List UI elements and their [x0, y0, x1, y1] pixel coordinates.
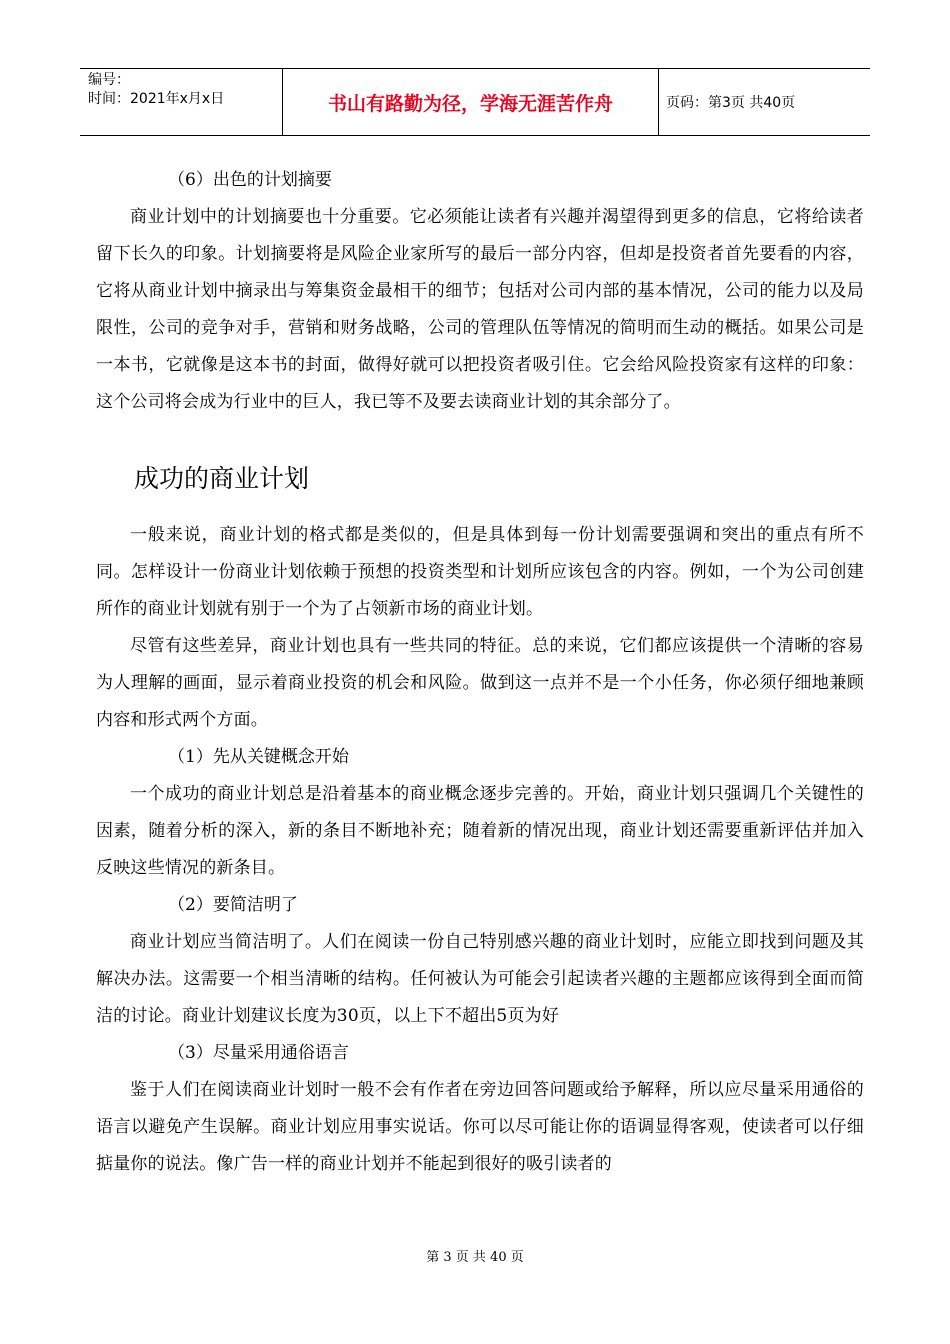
intro-paragraph-2: 尽管有这些差异，商业计划也具有一些共同的特征。总的来说，它们都应该提供一个清晰的容易为人理解的画面，显示着商业投资的机会和风险。做到这一点并不是一个小任务，你必须仔细地兼顾内容和形式两个方面。 [96, 636, 864, 730]
section-title: 成功的商业计划 [134, 464, 310, 493]
intro-paragraph-1: 一般来说，商业计划的格式都是类似的，但是具体到每一份计划需要强调和突出的重点有所不同。怎样设计一份商业计划依赖于预想的投资类型和计划所应该包含的内容。例如，一个为公司创建所作的商业计划就有别于一个为了占领新市场的商业计划。 [96, 525, 864, 619]
section-3-paragraph: 鉴于人们在阅读商业计划时一般不会有作者在旁边回答问题或给予解释，所以应尽量采用通俗的语言以避免产生误解。商业计划应用事实说话。你可以尽可能让你的语调显得客观，使读者可以仔细掂量你的说法。像广告一样的商业计划并不能起到很好的吸引读者的 [96, 1080, 864, 1174]
header-page-info: 页码：第3页 共40页 [666, 95, 796, 111]
section-1-heading: （1）先从关键概念开始 [168, 747, 349, 767]
header-motto: 书山有路勤为径，学海无涯苦作舟 [283, 69, 659, 135]
section-3-heading: （3）尽量采用通俗语言 [168, 1043, 349, 1063]
section-6-heading: （6）出色的计划摘要 [168, 170, 332, 190]
number-label: 编号： [88, 72, 130, 88]
page-header [80, 68, 870, 136]
header-meta [80, 69, 283, 135]
section-2-heading: （2）要简洁明了 [168, 895, 298, 915]
time-label: 时间：2021年x月x日 [88, 91, 225, 107]
section-1-paragraph: 一个成功的商业计划总是沿着基本的商业概念逐步完善的。开始，商业计划只强调几个关键性的因素，随着分析的深入，新的条目不断地补充；随着新的情况出现，商业计划还需要重新评估并加入反映这些情况的新条目。 [96, 784, 864, 878]
page-footer: 第 3 页 共 40 页 [426, 1250, 524, 1265]
section-6-paragraph: 商业计划中的计划摘要也十分重要。它必须能让读者有兴趣并渴望得到更多的信息，它将给读者留下长久的印象。计划摘要将是风险企业家所写的最后一部分内容，但却是投资者首先要看的内容，它将从商业计划中摘录出与筹集资金最相干的细节；包括对公司内部的基本情况，公司的能力以及局限性，公司的竞争对手，营销和财务战略，公司的管理队伍等情况的简明而生动的概括。如果公司是一本书，它就像是这本书的封面，做得好就可以把投资者吸引住。它会给风险投资家有这样的印象：这个公司将会成为行业中的巨人，我已等不及要去读商业计划的其余部分了。 [96, 207, 864, 412]
section-2-paragraph: 商业计划应当简洁明了。人们在阅读一份自己特别感兴趣的商业计划时，应能立即找到问题及其解决办法。这需要一个相当清晰的结构。任何被认为可能会引起读者兴趣的主题都应该得到全面而简洁的讨论。商业计划建议长度为30页，以上下不超出5页为好 [96, 932, 864, 1026]
document-body [96, 162, 864, 1183]
